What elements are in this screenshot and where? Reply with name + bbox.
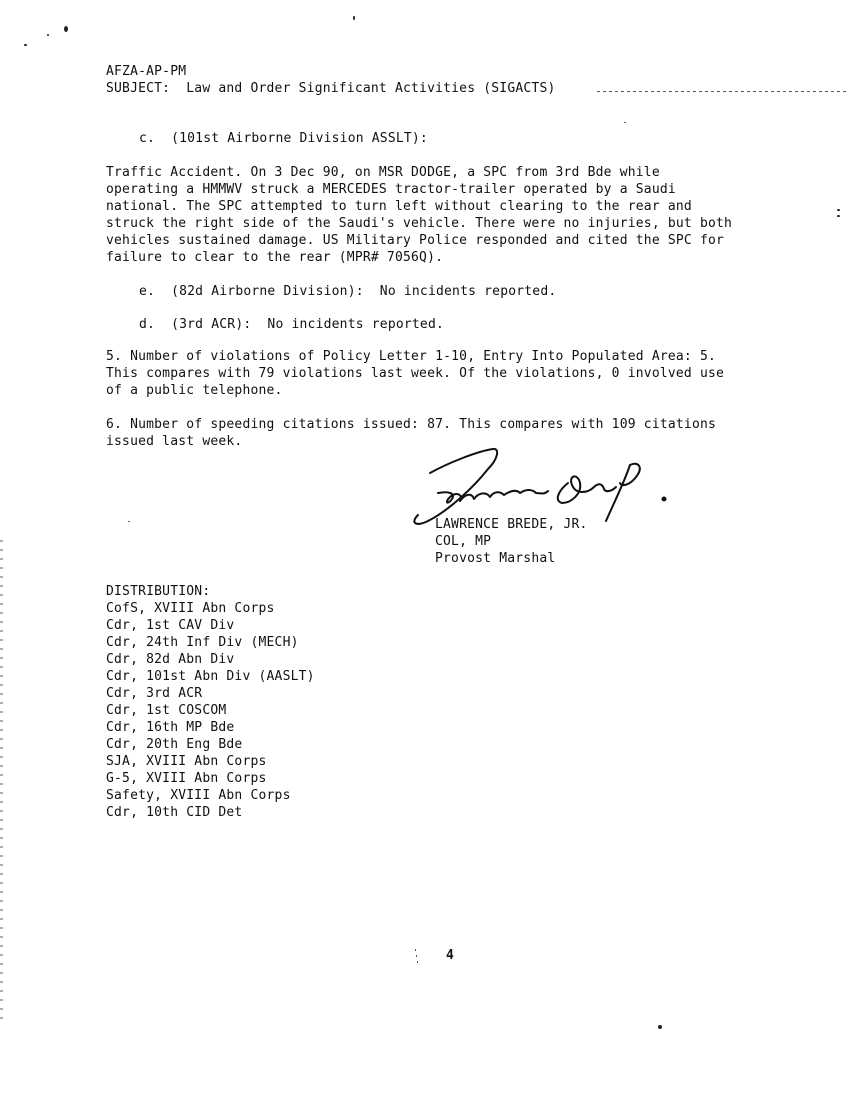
- scan-speck: [624, 122, 626, 123]
- distribution-item: Cdr, 101st Abn Div (AASLT): [106, 669, 315, 684]
- scan-noise-line: [597, 91, 847, 92]
- scan-speck: [416, 955, 417, 957]
- distribution-item: Cdr, 3rd ACR: [106, 686, 203, 701]
- distribution-item: G-5, XVIII Abn Corps: [106, 771, 267, 786]
- signer-title: Provost Marshal: [435, 551, 556, 566]
- scan-speck: [658, 1025, 662, 1029]
- scan-speck: [415, 949, 416, 951]
- distribution-heading: DISTRIBUTION:: [106, 584, 211, 599]
- scan-speck: [353, 16, 355, 20]
- scan-speck: [128, 521, 130, 522]
- distribution-item: Cdr, 10th CID Det: [106, 805, 243, 820]
- scan-speck: [417, 961, 418, 963]
- distribution-item: CofS, XVIII Abn Corps: [106, 601, 275, 616]
- page-number: 4: [446, 948, 455, 963]
- scan-speck: [837, 209, 840, 211]
- distribution-item: Cdr, 1st CAV Div: [106, 618, 235, 633]
- signer-rank: COL, MP: [435, 534, 492, 549]
- signer-name: LAWRENCE BREDE, JR.: [435, 517, 588, 532]
- distribution-item: Cdr, 82d Abn Div: [106, 652, 235, 667]
- distribution-item: Cdr, 20th Eng Bde: [106, 737, 243, 752]
- item-5-paragraph: 5. Number of violations of Policy Letter 1-10, Entry Into Populated Area: 5. This compares with 79 violations last week. Of the violations, 0 involved use of a public telephone.: [106, 349, 725, 398]
- distribution-item: Cdr, 1st COSCOM: [106, 703, 227, 718]
- distribution-item: Cdr, 24th Inf Div (MECH): [106, 635, 299, 650]
- item-6-paragraph: 6. Number of speeding citations issued: 87. This compares with 109 citations issued last week.: [106, 417, 717, 449]
- scan-edge-marks: [0, 540, 3, 1020]
- section-c-body: Traffic Accident. On 3 Dec 90, on MSR DODGE, a SPC from 3rd Bde while operating a HMMWV struck a MERCEDES tractor-trailer operated by a Saudi national. The SPC attempted to turn left without clearing to the rear and struck the right side of the Saudi's vehicle. There were no injuries, but both vehicles sustained damage. US Military Police responded and cited the SPC for failure to clear to the rear (MPR# 7056Q).: [106, 165, 733, 265]
- distribution-item: SJA, XVIII Abn Corps: [106, 754, 267, 769]
- scan-speck: [24, 44, 27, 46]
- section-c-heading: c. (101st Airborne Division ASSLT):: [139, 131, 428, 146]
- scan-speck: [64, 26, 68, 32]
- scan-speck: [47, 34, 49, 36]
- distribution-item: Cdr, 16th MP Bde: [106, 720, 235, 735]
- office-symbol: AFZA-AP-PM: [106, 64, 187, 79]
- section-d-line: d. (3rd ACR): No incidents reported.: [139, 317, 445, 332]
- section-e-line: e. (82d Airborne Division): No incidents reported.: [139, 284, 557, 299]
- distribution-item: Safety, XVIII Abn Corps: [106, 788, 291, 803]
- subject-line: SUBJECT: Law and Order Significant Activities (SIGACTS): [106, 81, 556, 96]
- scan-speck: [837, 215, 840, 217]
- distribution-list: [106, 600, 315, 821]
